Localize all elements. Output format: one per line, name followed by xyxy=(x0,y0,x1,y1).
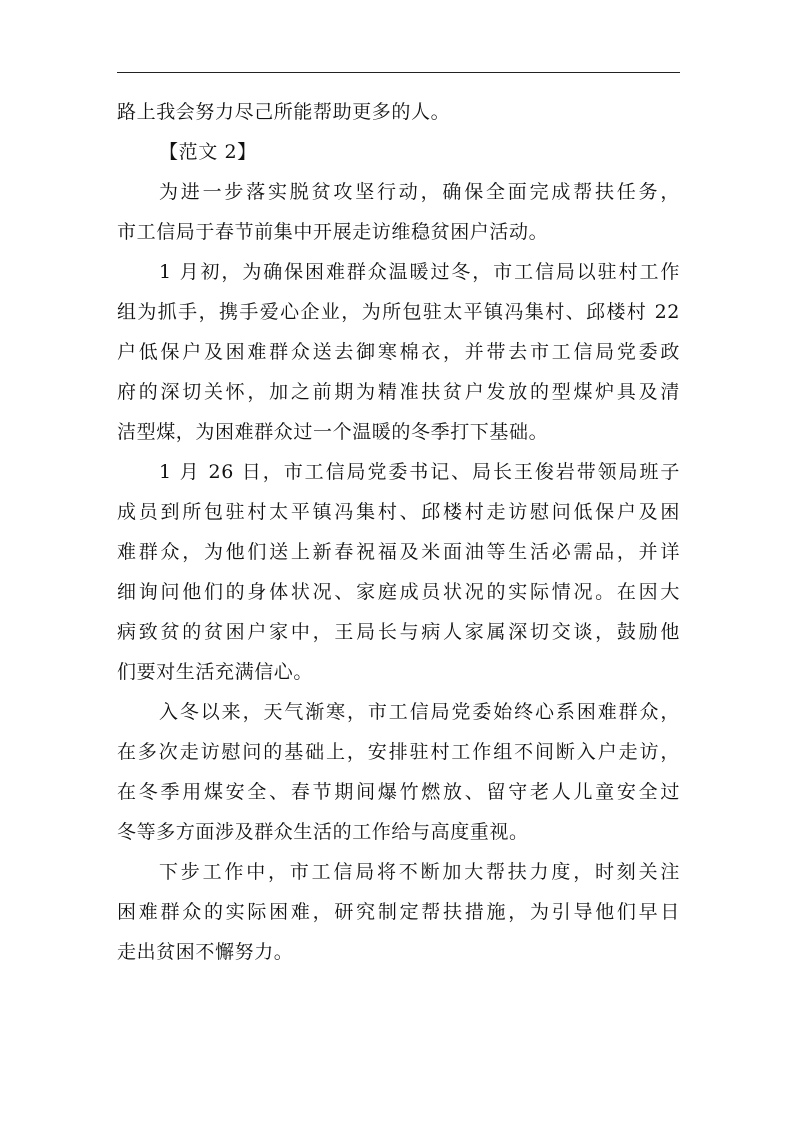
text-line: 病致贫的贫困户家中，王局长与病人家属深切交谈，鼓励他 xyxy=(117,621,680,643)
text-line: 1 月初，为确保困难群众温暖过冬，市工信局以驻村工作 xyxy=(159,261,680,283)
text-line: 下步工作中，市工信局将不断加大帮扶力度，时刻关注 xyxy=(159,861,680,883)
text-line: 难群众，为他们送上新春祝福及米面油等生活必需品，并详 xyxy=(117,541,680,563)
text-line: 在冬季用煤安全、春节期间爆竹燃放、留守老人儿童安全过 xyxy=(117,781,680,803)
text-line: 路上我会努力尽己所能帮助更多的人。 xyxy=(117,101,451,123)
text-line: 府的深切关怀，加之前期为精准扶贫户发放的型煤炉具及清 xyxy=(117,381,680,403)
text-line: 洁型煤，为困难群众过一个温暖的冬季打下基础。 xyxy=(117,421,549,443)
text-line: 1 月 26 日，市工信局党委书记、局长王俊岩带领局班子 xyxy=(159,461,680,483)
text-line: 组为抓手，携手爱心企业，为所包驻太平镇冯集村、邱楼村 22 xyxy=(117,301,680,323)
header-rule xyxy=(117,72,680,73)
section-heading: 【范文 2】 xyxy=(159,141,257,163)
text-line: 户低保户及困难群众送去御寒棉衣，并带去市工信局党委政 xyxy=(117,341,680,363)
text-line: 们要对生活充满信心。 xyxy=(117,661,314,683)
text-line: 走出贫困不懈努力。 xyxy=(117,941,294,963)
text-line: 入冬以来，天气渐寒，市工信局党委始终心系困难群众， xyxy=(159,701,680,723)
text-line: 在多次走访慰问的基础上，安排驻村工作组不间断入户走访， xyxy=(117,741,680,763)
text-line: 细询问他们的身体状况、家庭成员状况的实际情况。在因大 xyxy=(117,581,680,603)
text-line: 冬等多方面涉及群众生活的工作给与高度重视。 xyxy=(117,821,529,843)
document-body xyxy=(117,92,680,972)
text-line: 为进一步落实脱贫攻坚行动，确保全面完成帮扶任务， xyxy=(159,181,680,203)
text-line: 困难群众的实际困难，研究制定帮扶措施，为引导他们早日 xyxy=(117,901,680,923)
text-line: 市工信局于春节前集中开展走访维稳贫困户活动。 xyxy=(117,221,549,243)
text-line: 成员到所包驻村太平镇冯集村、邱楼村走访慰问低保户及困 xyxy=(117,501,680,523)
